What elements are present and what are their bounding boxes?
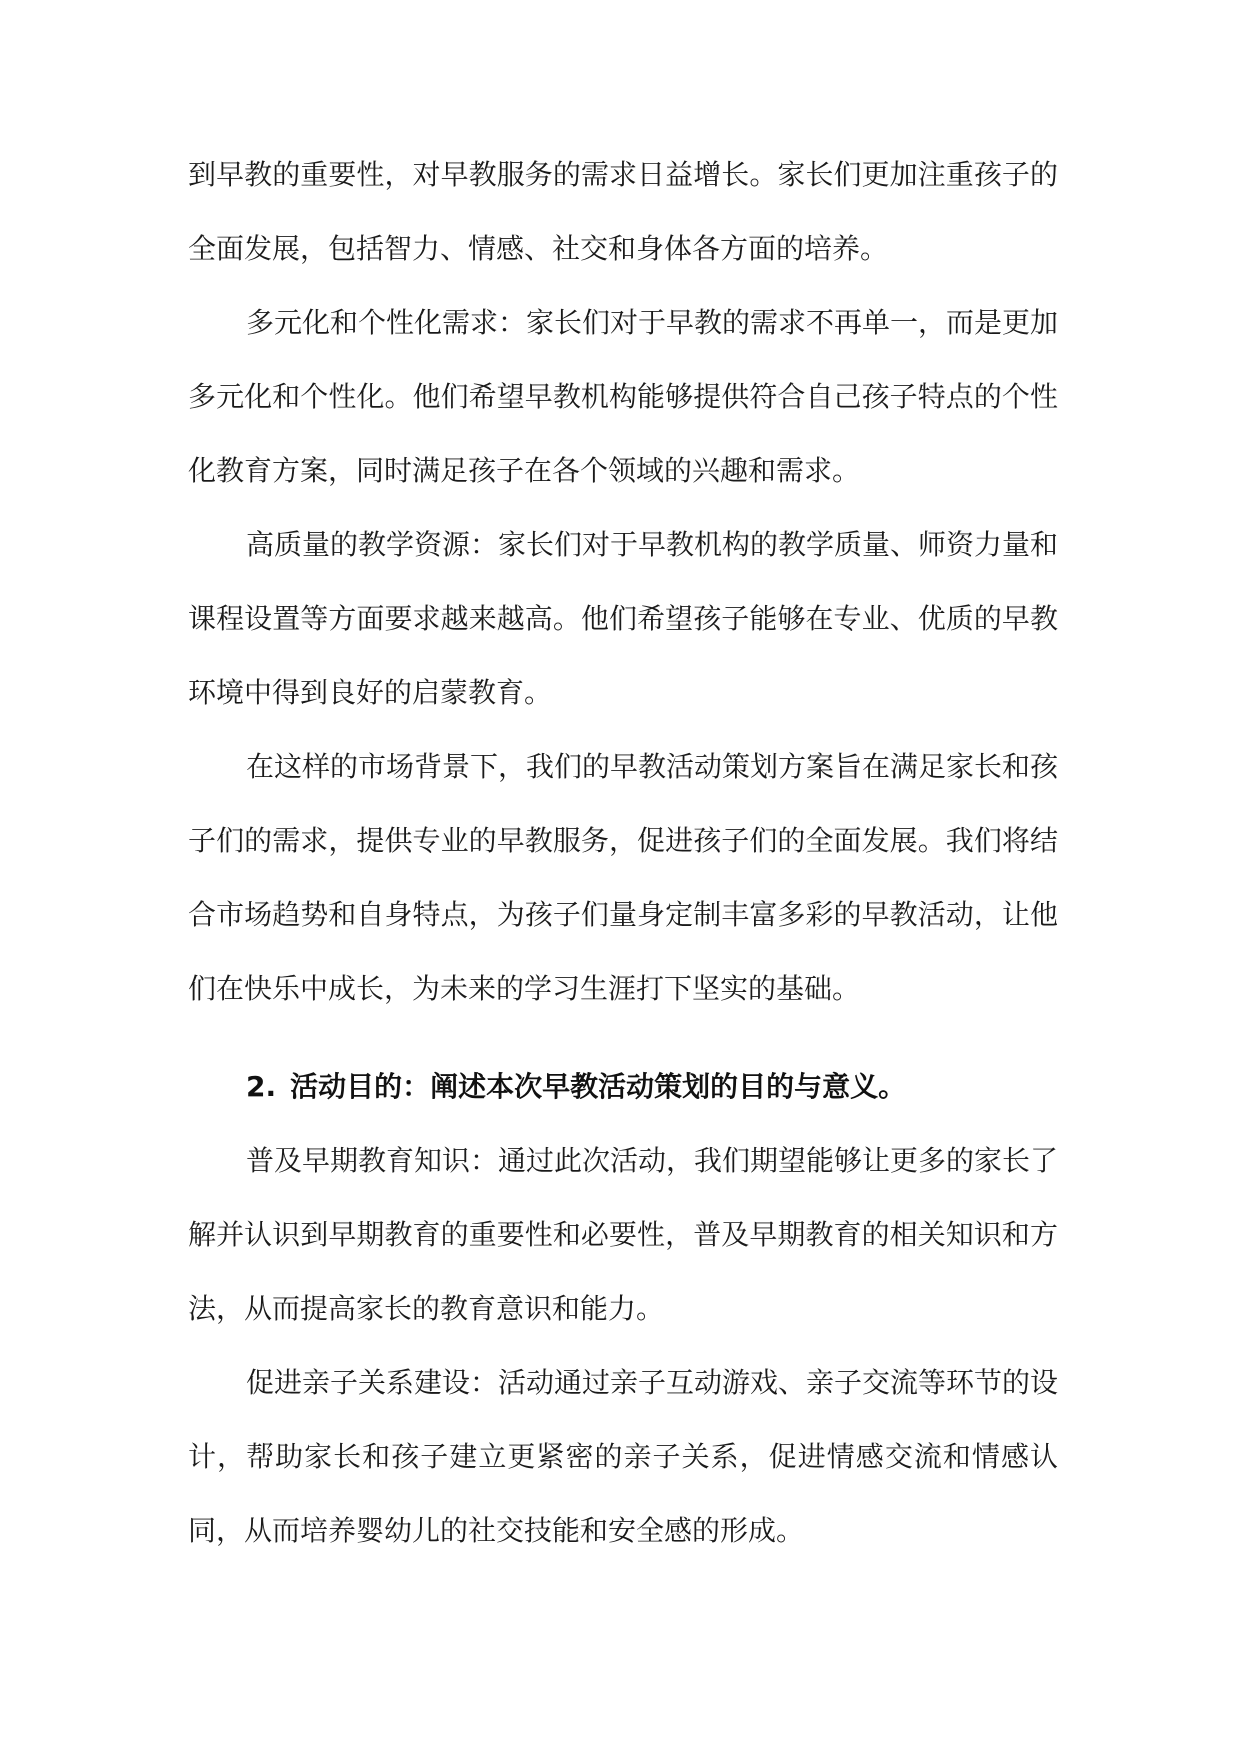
paragraph-market-background: 在这样的市场背景下，我们的早教活动策划方案旨在满足家长和孩子们的需求，提供专业的早教服务，促进孩子们的全面发展。我们将结合市场趋势和自身特点，为孩子们量身定制丰富多彩的早教活动，让他们在快乐中成长，为未来的学习生涯打下坚实的基础。 xyxy=(188,750,1059,1005)
paragraph-quality-resources: 高质量的教学资源：家长们对于早教机构的教学质量、师资力量和课程设置等方面要求越来越高。他们希望孩子能够在专业、优质的早教环境中得到良好的启蒙教育。 xyxy=(188,528,1059,709)
section-heading xyxy=(188,1050,1058,1124)
paragraph-continuation: 到早教的重要性，对早教服务的需求日益增长。家长们更加注重孩子的全面发展，包括智力、情感、社交和身体各方面的培养。 xyxy=(188,158,1058,265)
document-body xyxy=(188,138,1058,1568)
section-title: 活动目的：阐述本次早教活动策划的目的与意义。 xyxy=(290,1070,907,1103)
paragraph-parent-child-relationship: 促进亲子关系建设：活动通过亲子互动游戏、亲子交流等环节的设计，帮助家长和孩子建立更紧密的亲子关系，促进情感交流和情感认同，从而培养婴幼儿的社交技能和安全感的形成。 xyxy=(188,1366,1059,1547)
section-number: 2. xyxy=(246,1070,277,1103)
paragraph-education-knowledge: 普及早期教育知识：通过此次活动，我们期望能够让更多的家长了解并认识到早期教育的重要性和必要性，普及早期教育的相关知识和方法，从而提高家长的教育意识和能力。 xyxy=(188,1144,1059,1325)
paragraph-diversified-needs: 多元化和个性化需求：家长们对于早教的需求不再单一，而是更加多元化和个性化。他们希望早教机构能够提供符合自己孩子特点的个性化教育方案，同时满足孩子在各个领域的兴趣和需求。 xyxy=(188,306,1059,487)
